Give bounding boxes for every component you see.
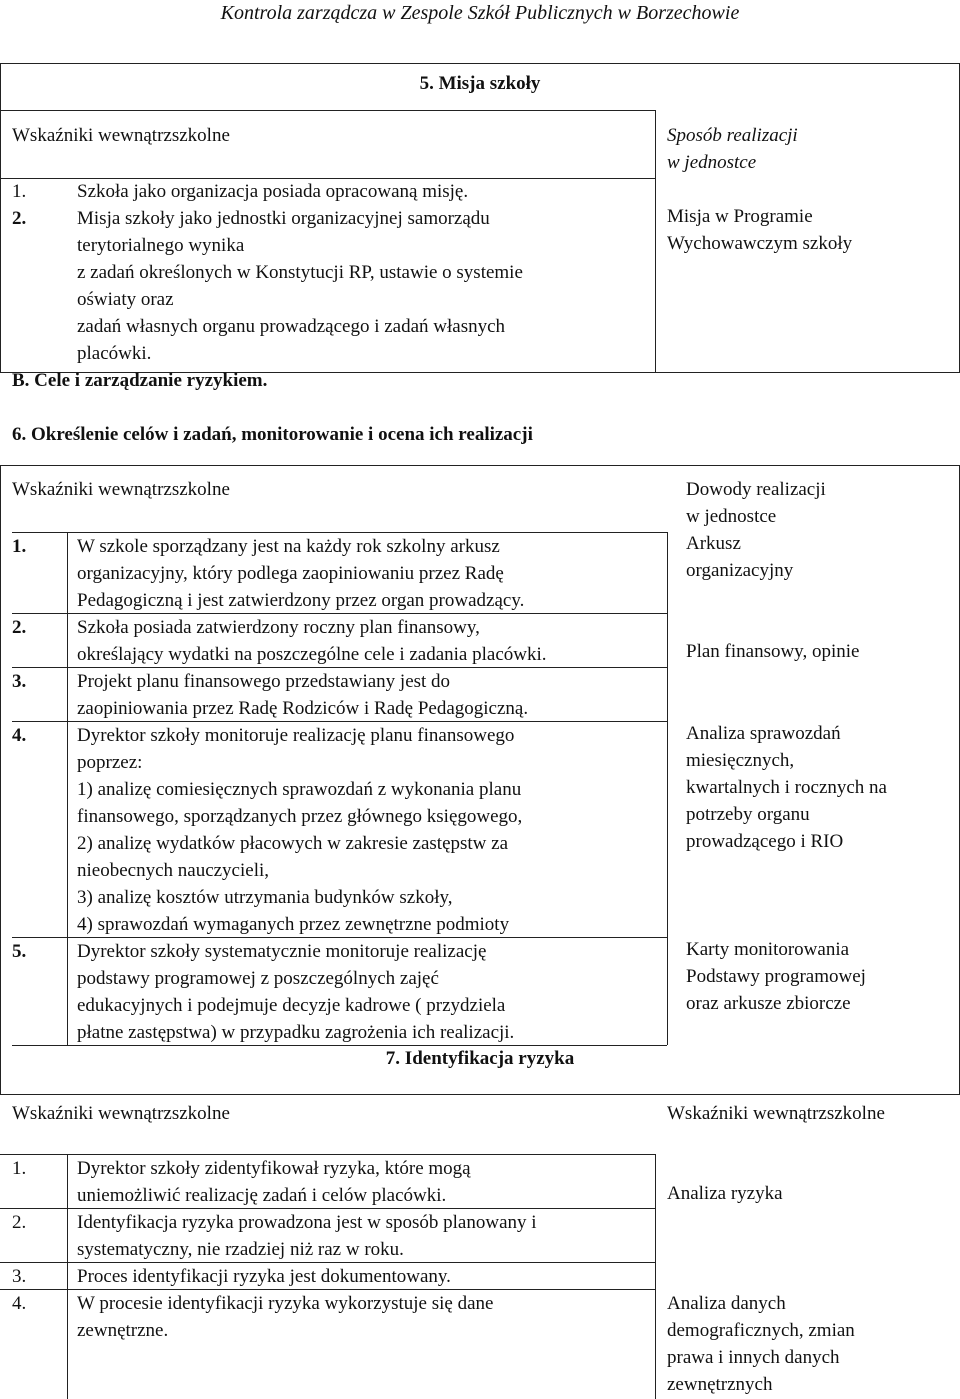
s7-item-1-number: 1. [12,1158,27,1179]
s7-text-col-line [655,1154,656,1399]
section-5-col-divider [655,110,656,373]
s5-item-1-line-1: Szkoła jako organizacja posiada opracowaną misję. [77,181,469,202]
section-7-col-left-header: Wskaźniki wewnątrzszkolne [12,1103,230,1124]
s7-item-1-line-1: Dyrektor szkoły zidentyfikował ryzyka, które mogą [77,1158,471,1179]
s7-item-4-number: 4. [12,1293,27,1314]
s5-right-line-1: Misja w Programie [667,206,813,227]
section-6-col-right-header-2: w jednostce [686,506,777,527]
s6-item-5-line-3: edukacyjnych i podejmuje decyzje kadrowe ( przydziela [77,995,506,1016]
s6-number-col-line [67,532,68,1045]
s6-right-2-line-1: Plan finansowy, opinie [686,641,860,662]
s6-item-1-line-3: Pedagogiczną i jest zatwierdzony przez organ prowadzący. [77,590,525,611]
section-6-col-left-header: Wskaźniki wewnątrzszkolne [12,479,230,500]
s6-right-1-line-2: organizacyjny [686,560,794,581]
section-6-col-right-header-1: Dowody realizacji [686,479,826,500]
s5-item-2-line-1: Misja szkoły jako jednostki organizacyjnej samorządu [77,208,490,229]
s5-item-2-line-2: terytorialnego wynika [77,235,245,256]
s5-item-2-line-3: z zadań określonych w Konstytucji RP, ustawie o systemie [77,262,523,283]
s7-item-4-line-1: W procesie identyfikacji ryzyka wykorzystuje się dane [77,1293,494,1314]
s7-number-col-line [67,1154,68,1399]
s6-right-3-line-1: Analiza sprawozdań [686,723,841,744]
section-7-col-right-header: Wskaźniki wewnątrzszkolne [667,1103,885,1124]
s5-item-2-line-5: zadań własnych organu prowadzącego i zadań własnych [77,316,506,337]
s6-right-4-line-2: Podstawy programowej [686,966,866,987]
s6-text-col-line [667,532,668,1045]
s6-right-3-line-3: kwartalnych i rocznych na [686,777,887,798]
document-header: Kontrola zarządcza w Zespole Szkół Publicznych w Borzechowie [220,2,740,24]
s7-item-2-number: 2. [12,1212,27,1233]
s7-right-1-line-1: Analiza ryzyka [667,1183,783,1204]
s6-item-1-number: 1. [12,536,27,557]
s6-right-3-line-2: miesięcznych, [686,750,795,771]
s6-item-2-number: 2. [12,617,27,638]
section-5-title: 5. Misja szkoły [419,73,541,94]
s6-item-4-line-6: nieobecnych nauczycieli, [77,860,270,881]
section-5-col-left-header: Wskaźniki wewnątrzszkolne [12,125,230,146]
s7-item-3-line-1: Proces identyfikacji ryzyka jest dokumentowany. [77,1266,451,1287]
s5-item-2-line-4: oświaty oraz [77,289,174,310]
s5-item-2-line-6: placówki. [77,343,152,364]
section-b-heading: B. Cele i zarządzanie ryzykiem. [12,370,268,391]
s7-right-2-line-1: Analiza danych [667,1293,786,1314]
s6-item-4-line-8: 4) sprawozdań wymaganych przez zewnętrzne podmioty [77,914,510,935]
s6-item-5-line-1: Dyrektor szkoły systematycznie monitoruje realizację [77,941,487,962]
s6-item-4-line-2: poprzez: [77,752,143,773]
s6-item-5-number: 5. [12,941,27,962]
s6-right-4-line-1: Karty monitorowania [686,939,850,960]
s6-item-1-line-1: W szkole sporządzany jest na każdy rok szkolny arkusz [77,536,500,557]
s7-item-2-line-2: systematyczny, nie rzadziej niż raz w roku. [77,1239,404,1260]
s6-right-3-line-4: potrzeby organu [686,804,810,825]
s7-item-1-line-2: uniemożliwić realizację zadań i celów placówki. [77,1185,447,1206]
s6-item-4-line-7: 3) analizę kosztów utrzymania budynków szkoły, [77,887,453,908]
section-7-title: 7. Identyfikacja ryzyka [385,1048,575,1069]
s7-right-2-line-4: zewnętrznych [667,1374,773,1395]
section-6-title: 6. Określenie celów i zadań, monitorowanie i ocena ich realizacji [12,424,533,445]
s6-item-4-line-1: Dyrektor szkoły monitoruje realizację planu finansowego [77,725,515,746]
s6-right-4-line-3: oraz arkusze zbiorcze [686,993,851,1014]
s6-item-4-line-3: 1) analizę comiesięcznych sprawozdań z wykonania planu [77,779,522,800]
s6-item-2-line-1: Szkoła posiada zatwierdzony roczny plan finansowy, [77,617,480,638]
s5-item-1-number: 1. [12,181,27,202]
s6-right-3-line-5: prowadzącego i RIO [686,831,844,852]
s7-item-4-line-2: zewnętrzne. [77,1320,169,1341]
section-5-col-right-header-2: w jednostce [667,152,757,173]
s6-item-4-line-4: finansowego, sporządzanych przez głównego księgowego, [77,806,523,827]
s7-right-2-line-2: demograficznych, zmian [667,1320,855,1341]
s6-item-4-number: 4. [12,725,27,746]
section-5-divider [0,110,655,111]
s7-right-2-line-3: prawa i innych danych [667,1347,840,1368]
section-5-col-right-header-1: Sposób realizacji [667,125,798,146]
s6-item-3-line-2: zaopiniowania przez Radę Rodziców i Radę Pedagogiczną. [77,698,529,719]
s5-right-line-2: Wychowawczym szkoły [667,233,853,254]
s6-item-5-line-4: płatne zastępstwa) w przypadku zagrożenia ich realizacji. [77,1022,515,1043]
s7-item-2-line-1: Identyfikacja ryzyka prowadzona jest w sposób planowany i [77,1212,537,1233]
s6-right-1-line-1: Arkusz [686,533,741,554]
s6-item-3-line-1: Projekt planu finansowego przedstawiany jest do [77,671,451,692]
s6-item-1-line-2: organizacyjny, który podlega zaopiniowaniu przez Radę [77,563,504,584]
s6-item-5-line-2: podstawy programowej z poszczególnych zajęć [77,968,439,989]
s5-item-2-number: 2. [12,208,27,229]
s6-item-3-number: 3. [12,671,27,692]
s7-item-3-number: 3. [12,1266,27,1287]
s6-item-2-line-2: określający wydatki na poszczególne cele i zadania placówki. [77,644,547,665]
s6-item-4-line-5: 2) analizę wydatków płacowych w zakresie zastępstw za [77,833,509,854]
